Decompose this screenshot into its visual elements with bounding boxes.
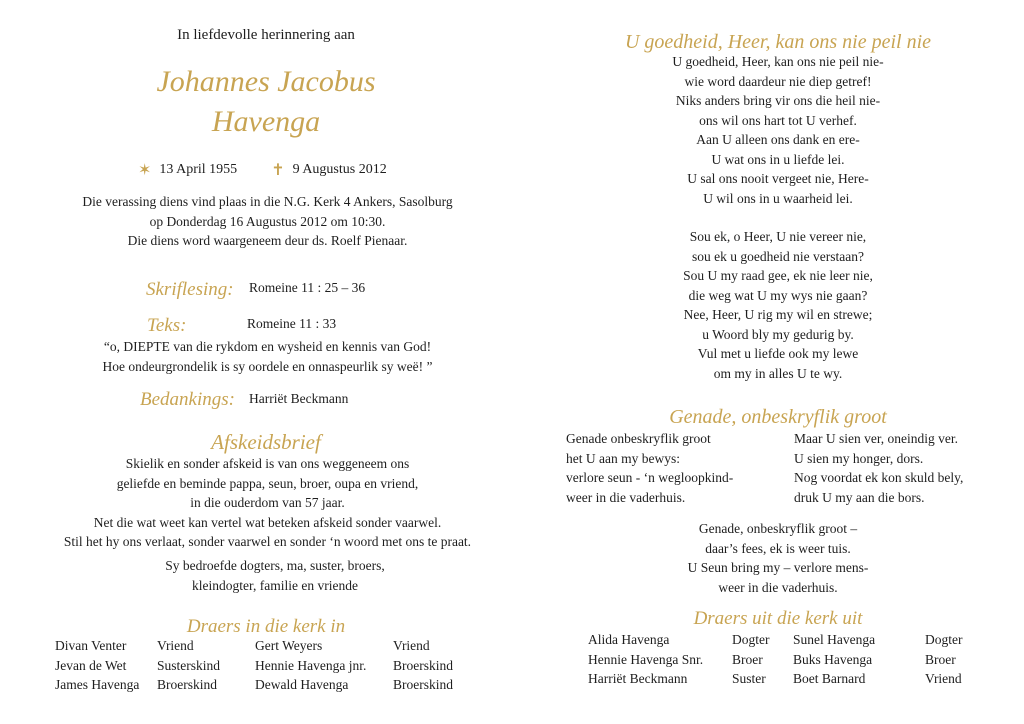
hymn-1-verse-2 — [548, 227, 1008, 383]
hymn-line: Genade onbeskryflik groot — [566, 431, 711, 446]
thanks-label: Bedankings: — [140, 389, 235, 410]
service-line: Die verassing diens vind plaas in die N.G. Kerk 4 Ankers, Sasolburg — [82, 194, 453, 209]
hymn-line: sou ek u goedheid nie verstaan? — [691, 248, 865, 264]
text-reference: Romeine 11 : 33 — [247, 316, 337, 331]
hymn-line: weer in die vaderhuis. — [566, 489, 686, 505]
hymn-line: Niks anders bring vir ons die heil nie- — [675, 93, 881, 108]
bearer-relation: Broerskind — [393, 677, 453, 692]
bearer-name: Sunel Havenga — [793, 632, 876, 647]
bearer-name: Boet Barnard — [793, 671, 866, 686]
farewell-letter — [30, 454, 505, 552]
hymn-line: Sou U my raad gee, ek nie leer nie, — [683, 268, 873, 283]
bearer-name: Hennie Havenga jnr. — [255, 657, 367, 673]
hymn-line: U sien my honger, dors. — [794, 450, 924, 466]
farewell-line: Skielik en sonder afskeid is van ons weggeneem ons — [125, 456, 410, 471]
bearer-name: Jevan de Wet — [55, 657, 127, 673]
hymn-line: ons wil ons hart tot U verhef. — [699, 112, 857, 128]
bearer-relation: Broer — [925, 651, 956, 667]
hymn-line: verlore seun - ‘n wegloopkind- — [566, 470, 734, 485]
table-row — [55, 638, 453, 658]
hymn-line: om my in alles U te wy. — [713, 365, 843, 381]
scripture-quote — [30, 337, 505, 376]
deceased-name — [0, 62, 532, 142]
hymn-line: Nog voordat ek kon skuld bely, — [794, 470, 964, 485]
scripture-label: Skriflesing: — [146, 279, 234, 300]
bearer-name: Gert Weyers — [255, 638, 323, 653]
intro-text: In liefdevolle herinnering aan — [177, 27, 355, 43]
text-label: Teks: — [147, 315, 187, 336]
farewell-line: geliefde en beminde pappa, seun, broer, oupa en vriend, — [116, 475, 419, 491]
hymn-line: weer in die vaderhuis. — [718, 579, 838, 595]
thanks-name: Harriët Beckmann — [249, 391, 349, 406]
bearer-relation: Broerskind — [157, 677, 217, 692]
hymn-line: U sal ons nooit vergeet nie, Here- — [687, 171, 869, 186]
farewell-title: Afskeidsbrief — [211, 430, 321, 454]
service-line: op Donderdag 16 Augustus 2012 om 10:30. — [149, 213, 386, 229]
mourners-line: kleindogter, familie en vriende — [192, 577, 358, 593]
table-row — [588, 652, 963, 672]
table-row — [588, 671, 963, 691]
hymn-1-verse-1 — [548, 52, 1008, 208]
quote-line: “o, DIEPTE van die rykdom en wysheid en kennis van God! — [103, 339, 432, 354]
bearer-relation: Broer — [732, 651, 763, 667]
birth-date: 13 April 1955 — [159, 162, 238, 177]
hymn-line: Vul met u liefde ook my lewe — [697, 346, 859, 361]
hymn-line: Maar U sien ver, oneindig ver. — [794, 431, 959, 446]
bearer-relation: Vriend — [925, 671, 962, 686]
hymn-2-verse-2 — [794, 429, 963, 507]
bearer-name: Divan Venter — [55, 638, 127, 653]
bearer-relation: Susterskind — [157, 657, 221, 673]
farewell-line: Net die wat weet kan vertel wat beteken afskeid sonder vaarwel. — [93, 514, 442, 530]
bearers-in-table — [55, 638, 453, 697]
hymn-line: wie word daardeur nie diep getref! — [684, 73, 872, 89]
hymn-line: die weg wat U my wys nie gaan? — [688, 287, 868, 303]
name-line-2: Havenga — [211, 105, 321, 138]
bearer-relation: Suster — [732, 671, 766, 686]
hymn-2-verse-1 — [566, 429, 733, 507]
bearer-relation: Dogter — [732, 632, 770, 647]
service-line: Die diens word waargeneem deur ds. Roelf Pienaar. — [127, 233, 408, 248]
bearer-relation: Vriend — [157, 638, 194, 653]
bearer-name: Harriët Beckmann — [588, 671, 688, 686]
hymn-line: U Seun bring my – verlore mens- — [687, 560, 869, 575]
bearers-out-title: Draers uit die kerk uit — [693, 608, 863, 629]
hymn-line: u Woord bly my gedurig by. — [702, 326, 854, 342]
bearers-out-table — [588, 632, 963, 691]
bearer-relation: Dogter — [925, 632, 963, 647]
table-row — [55, 658, 453, 678]
hymn-2-title: Genade, onbeskryflik groot — [669, 406, 887, 428]
hymn-line: Genade, onbeskryflik groot – — [698, 521, 858, 536]
table-row — [588, 632, 963, 652]
quote-line: Hoe ondeurgrondelik is sy oordele en onnaspeurlik sy weë! ” — [102, 358, 433, 374]
service-details — [30, 192, 505, 251]
hymn-1-title: U goedheid, Heer, kan ons nie peil nie — [624, 31, 932, 53]
mourners — [40, 556, 510, 595]
life-dates — [138, 160, 387, 180]
bearers-in-title: Draers in die kerk in — [186, 616, 346, 637]
hymn-line: Aan U alleen ons dank en ere- — [696, 132, 860, 147]
hymn-line: druk U my aan die bors. — [794, 489, 925, 505]
hymn-line: U wat ons in u liefde lei. — [711, 151, 845, 167]
bearer-name: Dewald Havenga — [255, 677, 349, 692]
bearer-name: Buks Havenga — [793, 651, 873, 667]
scripture-reference: Romeine 11 : 25 – 36 — [249, 280, 366, 295]
hymn-line: U goedheid, Heer, kan ons nie peil nie- — [672, 54, 884, 69]
bearer-name: James Havenga — [55, 677, 140, 692]
death-date: 9 Augustus 2012 — [292, 162, 387, 177]
hymn-line: Nee, Heer, U rig my wil en strewe; — [683, 307, 873, 322]
bearer-name: Alida Havenga — [588, 632, 670, 647]
farewell-line: Stil het hy ons verlaat, sonder vaarwel en sonder ‘n woord met ons te praat. — [63, 534, 472, 549]
cross-icon: ✝ — [271, 162, 285, 179]
hymn-line: Sou ek, o Heer, U nie vereer nie, — [689, 229, 867, 244]
hymn-line: daar’s fees, ek is weer tuis. — [705, 540, 851, 556]
bearer-name: Hennie Havenga Snr. — [588, 651, 704, 667]
name-line-1: Johannes Jacobus — [156, 65, 376, 98]
farewell-line: in die ouderdom van 57 jaar. — [190, 495, 345, 510]
bearer-relation: Broerskind — [393, 657, 453, 673]
hymn-line: U wil ons in u waarheid lei. — [703, 190, 853, 206]
mourners-line: Sy bedroefde dogters, ma, suster, broers, — [165, 558, 385, 573]
hymn-line: het U aan my bewys: — [566, 450, 680, 466]
hymn-2-verse-3 — [548, 519, 1008, 597]
table-row — [55, 677, 453, 697]
star-icon: ✶ — [138, 162, 152, 179]
bearer-relation: Vriend — [393, 638, 430, 653]
